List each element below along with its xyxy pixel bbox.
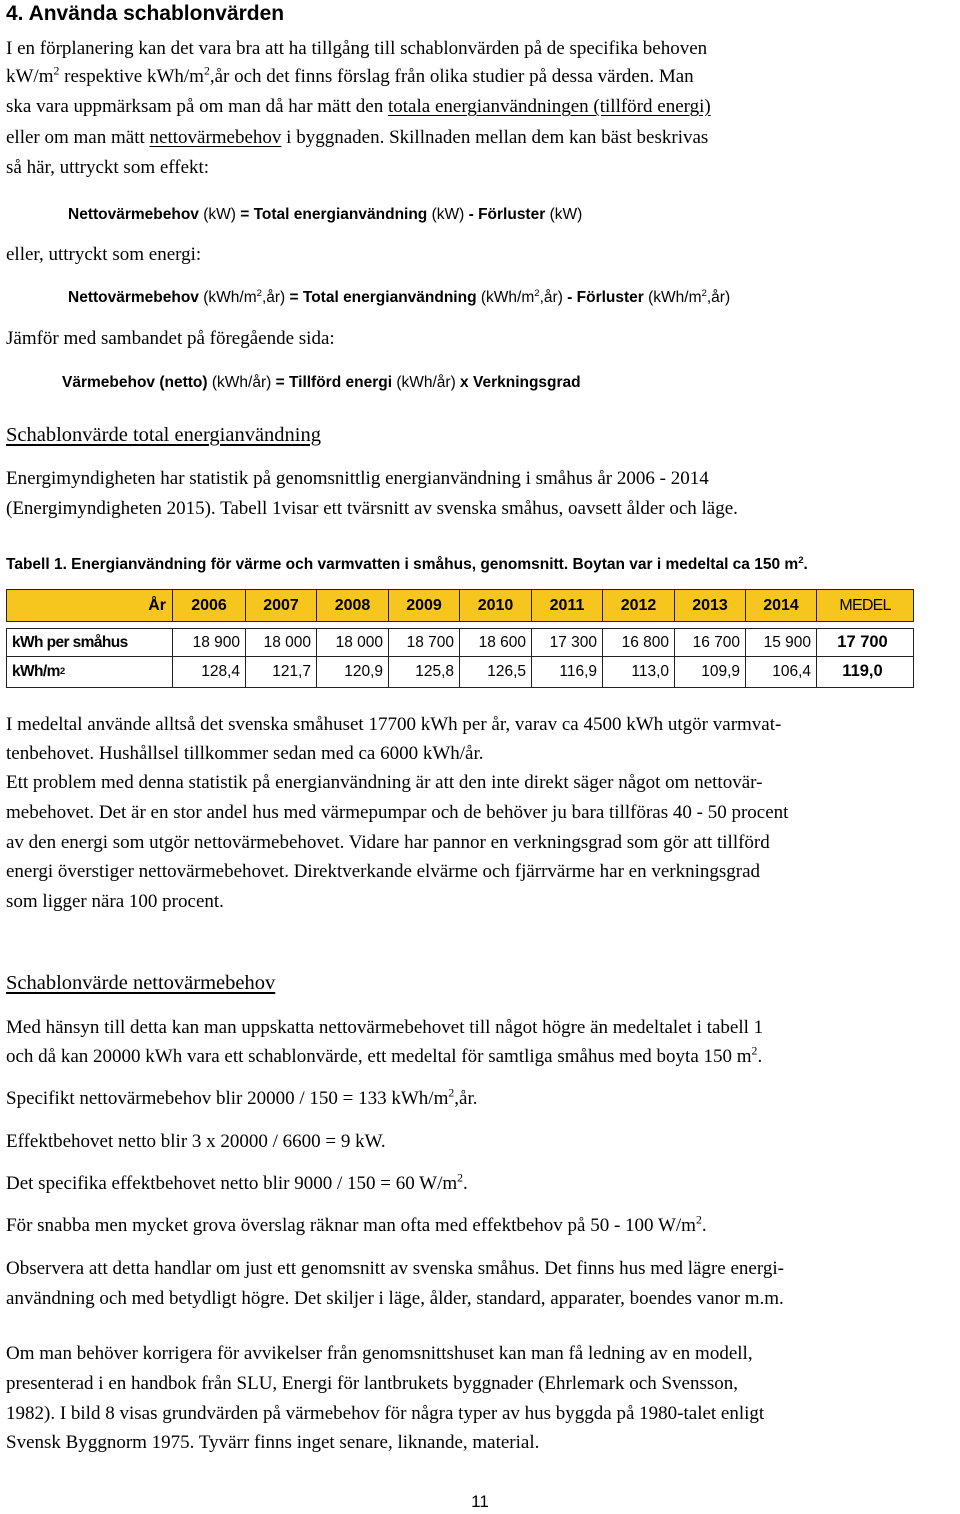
- header-cell: 2006: [173, 590, 246, 621]
- intro-text: ,år och det finns förslag från olika studier på dessa värden. Man: [209, 66, 694, 87]
- quick-estimate-line: [6, 1215, 707, 1237]
- superscript: 2: [798, 554, 804, 566]
- caption-text: .: [803, 556, 808, 573]
- row-label: kWh per småhus: [7, 629, 173, 656]
- para2-line-1: I medeltal använde alltså det svenska småhuset 17700 kWh per år, varav ca 4500 kWh utgör varmvat-: [6, 714, 782, 735]
- formula-term: - Förluster: [562, 289, 649, 306]
- table-cell: 18 700: [389, 629, 460, 656]
- para2-line-7: som ligger nära 100 procent.: [6, 891, 224, 912]
- formula-unit: ,år): [539, 289, 563, 306]
- final-line-3: 1982). I bild 8 visas grundvärden på värmebehov för några typer av hus byggda på 1980-talet enligt: [6, 1403, 765, 1424]
- table-cell: 126,5: [460, 656, 532, 687]
- para1-line-2: (Energimyndigheten 2015). Tabell 1visar ett tvärsnitt av svenska småhus, oavsett ålder och läge.: [6, 498, 738, 519]
- para3-line-1: Med hänsyn till detta kan man uppskatta nettovärmebehovet till något högre än medeltalet i tabell 1: [6, 1017, 764, 1038]
- header-cell: 2007: [246, 590, 317, 621]
- table-cell: 128,4: [173, 656, 246, 687]
- formula-unit: ,år): [706, 289, 731, 306]
- table-cell: 120,9: [317, 656, 389, 687]
- table-cell: 18 900: [173, 629, 246, 656]
- intro-text: ska vara uppmärksam på om man då har mätt den: [6, 96, 388, 117]
- superscript: 2: [751, 1044, 758, 1058]
- obs-line-2: användning och med betydligt högre. Det skiljer i läge, ålder, standard, apparater, boendes vanor m.m.: [6, 1288, 784, 1309]
- para-text: Specifikt nettovärmebehov blir 20000 / 150 = 133 kWh/m: [6, 1088, 449, 1109]
- superscript: 2: [701, 287, 707, 299]
- para2-line-6: energi överstiger nettovärmebehovet. Direktverkande elvärme och fjärrvärme har en verkningsgrad: [6, 861, 761, 882]
- header-cell: 2012: [603, 590, 675, 621]
- header-cell: 2009: [389, 590, 460, 621]
- formula-varmebehov: [62, 374, 581, 392]
- formula-unit: (kW): [203, 206, 236, 223]
- intro-line-2: [6, 66, 694, 88]
- superscript: 2: [457, 1171, 464, 1185]
- table-cell: 121,7: [246, 656, 317, 687]
- header-cell: År: [7, 590, 173, 621]
- superscript: 2: [256, 287, 262, 299]
- para-text: För snabba men mycket grova överslag räknar man ofta med effektbehov på 50 - 100 W/m: [6, 1215, 696, 1236]
- table-cell: 18 000: [317, 629, 389, 656]
- table-cell: 15 900: [746, 629, 817, 656]
- formula-unit: (kW): [431, 206, 465, 223]
- para2-line-2: tenbehovet. Hushållsel tillkommer sedan med ca 6000 kWh/år.: [6, 743, 484, 764]
- formula-term: Värmebehov (netto): [62, 374, 212, 391]
- header-cell: 2011: [532, 590, 603, 621]
- formula-unit: (kWh/m: [203, 289, 257, 306]
- section-heading: 4. Använda schablonvärden: [6, 2, 285, 25]
- formula-energi: [68, 289, 730, 307]
- table-caption: [6, 556, 808, 574]
- para2-line-5: av den energi som utgör nettovärmebehovet. Vidare har pannor en verkningsgrad som gör att tillförd: [6, 832, 770, 853]
- formula-term: Nettovärmebehov: [68, 289, 204, 306]
- caption-text: Tabell 1. Energianvändning för värme och varmvatten i småhus, genomsnitt. Boytan var i medeltal ca 150 m: [6, 556, 799, 573]
- intro-text: i byggnaden. Skillnaden mellan dem kan bäst beskrivas: [281, 127, 709, 148]
- formula-term: Nettovärmebehov: [68, 206, 204, 223]
- unit-text: kW/m: [6, 66, 54, 87]
- formula-unit: (kWh/m: [480, 289, 535, 306]
- table-cell: 16 700: [675, 629, 746, 656]
- formula-term: = Tillförd energi: [271, 374, 397, 391]
- section-nettovarmebehov: Schablonvärde nettovärmebehov: [6, 972, 276, 994]
- para1-line-1: Energimyndigheten har statistik på genomsnittlig energianvändning i småhus år 2006 - 2014: [6, 468, 709, 489]
- formula-effekt: [68, 206, 582, 224]
- para-text: .: [463, 1173, 468, 1194]
- specific-net-heat: [6, 1088, 477, 1110]
- table-cell: 17 300: [532, 629, 603, 656]
- table-cell: 16 800: [603, 629, 675, 656]
- superscript: 2: [203, 64, 210, 78]
- formula-term: x Verkningsgrad: [455, 374, 581, 391]
- obs-line-1: Observera att detta handlar om just ett genomsnitt av svenska småhus. Det finns hus med lägre energi-: [6, 1258, 784, 1279]
- intro-line-4: [6, 127, 708, 149]
- formula-term: = Total energianvändning: [285, 289, 481, 306]
- underlined-term: totala energianvändningen (tillförd energi): [388, 96, 711, 117]
- intro-line-5: så här, uttryckt som effekt:: [6, 157, 210, 178]
- para-text: ,år.: [454, 1088, 478, 1109]
- table-cell: 106,4: [746, 656, 817, 687]
- table-cell-medel: 17 700: [837, 633, 888, 651]
- para-text: .: [757, 1046, 763, 1067]
- formula-unit: (kWh/år): [211, 374, 272, 391]
- row-label-text: kWh/m: [12, 662, 60, 680]
- text-compare: Jämför med sambandet på föregående sida:: [6, 328, 335, 349]
- para2-line-4: mebehovet. Det är en stor andel hus med värmepumpar och de behöver ju bara tillföras 40 - 50 procent: [6, 802, 789, 823]
- text-energy: eller, uttryckt som energi:: [6, 244, 202, 265]
- superscript: 2: [448, 1086, 455, 1100]
- table-cell: 109,9: [675, 656, 746, 687]
- row-label: kWh/m 2: [7, 656, 173, 687]
- intro-text: eller om man mätt: [6, 127, 150, 148]
- unit-text: respektive kWh/m: [59, 66, 204, 87]
- effekt-line: Effektbehovet netto blir 3 x 20000 / 6600 = 9 kW.: [6, 1131, 386, 1152]
- header-cell: 2010: [460, 590, 532, 621]
- formula-term: = Total energianvändning: [235, 206, 432, 223]
- table-row: [6, 628, 914, 657]
- table-cell: 18 000: [246, 629, 317, 656]
- para3-line-2: [6, 1046, 762, 1068]
- header-cell: 2008: [317, 590, 389, 621]
- formula-unit: ,år): [261, 289, 286, 306]
- para-text: och då kan 20000 kWh vara ett schablonvärde, ett medeltal för samtliga småhus med boyta 150 m: [6, 1046, 752, 1067]
- table-cell-medel: 119,0: [842, 662, 883, 680]
- header-cell: 2013: [675, 590, 746, 621]
- table-cell: 18 600: [460, 629, 532, 656]
- header-cell-medel: MEDEL: [839, 596, 891, 614]
- table-cell: 125,8: [389, 656, 460, 687]
- section-total-energianvandning: Schablonvärde total energianvändning: [6, 424, 321, 446]
- page-number: 11: [471, 1492, 489, 1511]
- intro-line-1: I en förplanering kan det vara bra att ha tillgång till schablonvärden på de specifika behoven: [6, 38, 708, 59]
- formula-term: - Förluster: [464, 206, 550, 223]
- header-cell: 2014: [746, 590, 817, 621]
- superscript: 2: [53, 64, 60, 78]
- specific-effekt-line: [6, 1173, 468, 1195]
- final-line-2: presenterad i en handbok från SLU, Energi för lantbrukets byggnader (Ehrlemark och Svensson,: [6, 1373, 738, 1394]
- table-cell: 116,9: [532, 656, 603, 687]
- final-line-1: Om man behöver korrigera för avvikelser från genomsnittshuset kan man få ledning av en modell,: [6, 1343, 753, 1364]
- final-line-4: Svensk Byggnorm 1975. Tyvärr finns inget senare, liknande, material.: [6, 1432, 540, 1453]
- intro-line-3: [6, 96, 711, 118]
- table-cell: 113,0: [603, 656, 675, 687]
- superscript: 2: [695, 1213, 702, 1227]
- superscript: 2: [534, 287, 540, 299]
- para2-line-3: Ett problem med denna statistik på energianvändning är att den inte direkt säger något om nettovär-: [6, 772, 763, 793]
- formula-unit: (kW): [549, 206, 583, 223]
- table-header-row: [6, 589, 914, 622]
- underlined-term: nettovärmebehov: [149, 127, 282, 148]
- formula-unit: (kWh/år): [396, 374, 456, 391]
- table-row: [6, 656, 914, 688]
- formula-unit: (kWh/m: [648, 289, 702, 306]
- para-text: Det specifika effektbehovet netto blir 9000 / 150 = 60 W/m: [6, 1173, 458, 1194]
- para-text: .: [701, 1215, 707, 1236]
